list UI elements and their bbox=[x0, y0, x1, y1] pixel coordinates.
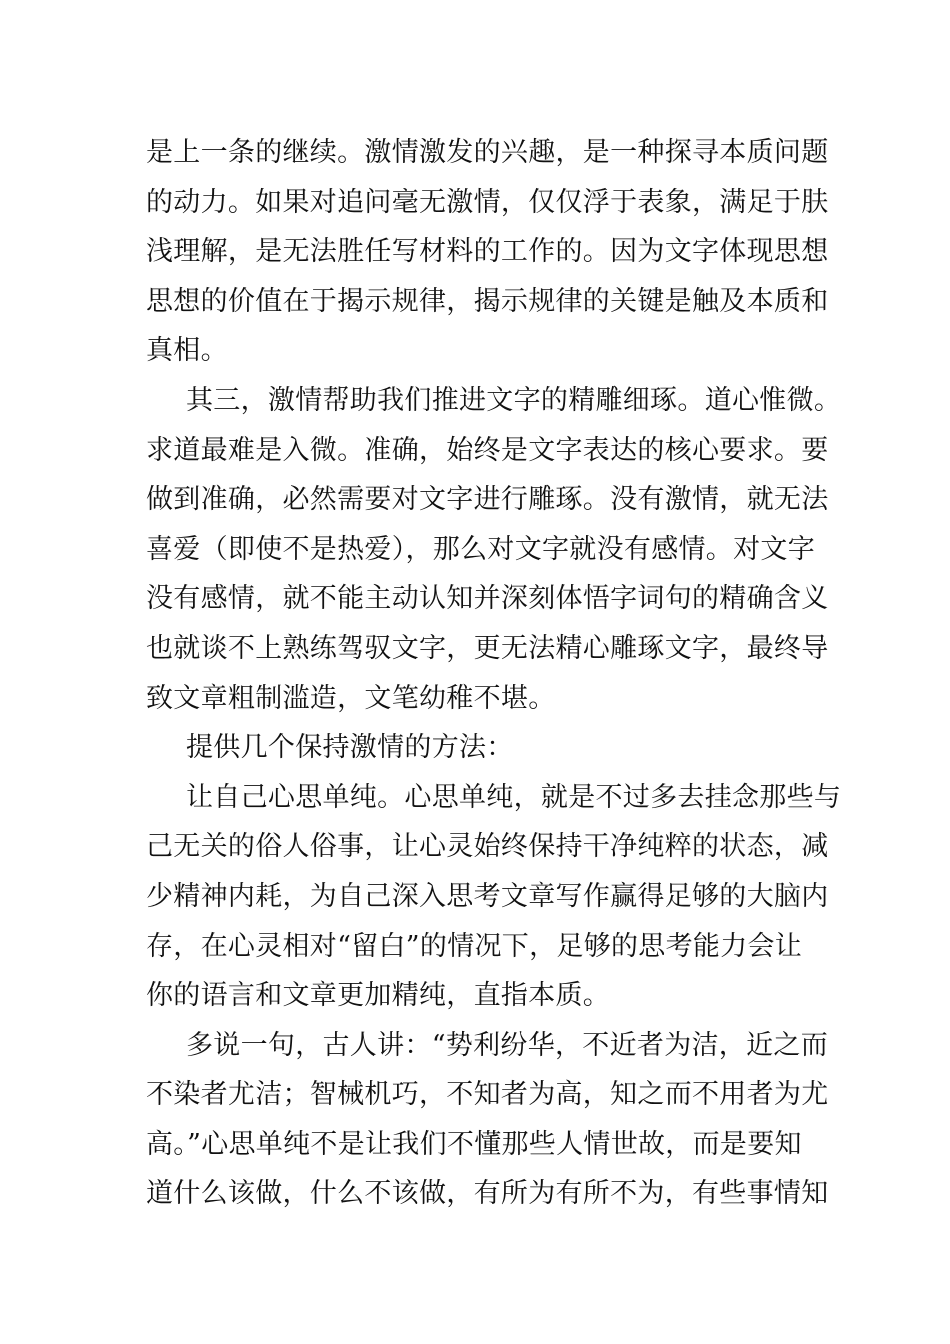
text-line: 己无关的俗人俗事，让心灵始终保持干净纯粹的状态，减 bbox=[146, 831, 829, 863]
paragraph-start-line: 提供几个保持激情的方法： bbox=[186, 732, 514, 764]
text-line: 真相。 bbox=[146, 335, 228, 367]
text-line: 致文章粗制滥造，文笔幼稚不堪。 bbox=[146, 682, 556, 714]
text-line: 存，在心灵相对“留白”的情况下，足够的思考能力会让 bbox=[146, 930, 803, 962]
text-line: 没有感情，就不能主动认知并深刻体悟字词句的精确含义 bbox=[146, 583, 829, 615]
text-line: 你的语言和文章更加精纯，直指本质。 bbox=[146, 980, 611, 1012]
text-line: 是上一条的继续。激情激发的兴趣，是一种探寻本质问题 bbox=[146, 137, 829, 168]
text-line: 道什么该做，什么不该做，有所为有所不为，有些事情知 bbox=[146, 1178, 829, 1210]
paragraph-start-line: 让自己心思单纯。心思单纯，就是不过多去挂念那些与 bbox=[186, 781, 842, 813]
text-line: 不染者尤洁；智械机巧，不知者为高，知之而不用者为尤 bbox=[146, 1079, 829, 1111]
paragraph-start-line: 其三，激情帮助我们推进文字的精雕细琢。道心惟微。 bbox=[186, 384, 842, 416]
paragraph-start-line: 多说一句，古人讲：“势利纷华，不近者为洁，近之而 bbox=[186, 1029, 829, 1061]
text-line: 也就谈不上熟练驾驭文字，更无法精心雕琢文字，最终导 bbox=[146, 632, 829, 664]
text-line: 思想的价值在于揭示规律，揭示规律的关键是触及本质和 bbox=[146, 285, 829, 317]
text-line: 做到准确，必然需要对文字进行雕琢。没有激情，就无法 bbox=[146, 484, 829, 516]
text-line: 少精神内耗，为自己深入思考文章写作赢得足够的大脑内 bbox=[146, 880, 829, 912]
text-line: 的动力。如果对追问毫无激情，仅仅浮于表象，满足于肤 bbox=[146, 186, 829, 218]
text-line: 高。”心思单纯不是让我们不懂那些人情世故，而是要知 bbox=[146, 1128, 802, 1160]
text-line: 喜爱（即使不是热爱），那么对文字就没有感情。对文字 bbox=[146, 533, 815, 565]
text-line: 浅理解，是无法胜任写材料的工作的。因为文字体现思想 bbox=[146, 236, 829, 268]
text-line: 求道最难是入微。准确，始终是文字表达的核心要求。要 bbox=[146, 434, 829, 466]
body-text bbox=[146, 128, 842, 1219]
